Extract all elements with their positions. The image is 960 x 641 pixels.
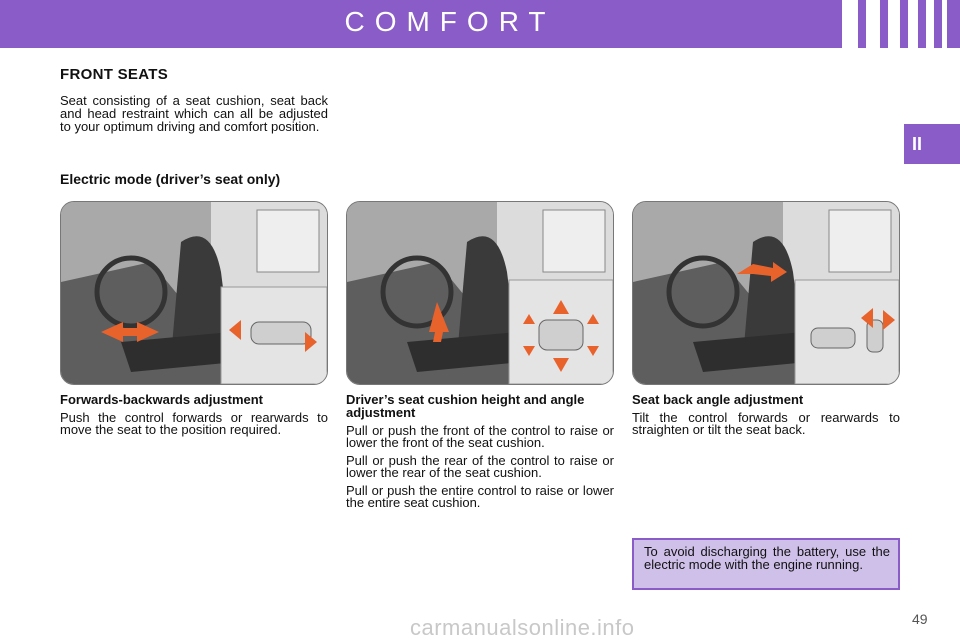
column-cushion-height [346,393,614,515]
figure-forwards-backwards [60,201,328,385]
battery-note: To avoid discharging the battery, use the electric mode with the engine running. [632,538,900,590]
column-forwards-backwards [60,393,328,442]
header-stripe [942,0,947,48]
page-number: 49 [912,611,928,627]
seat-forwards-backwards-illustration [61,202,327,384]
subsection-title: Electric mode (driver’s seat only) [60,171,281,187]
column-heading: Driver’s seat cushion height and angle adjustment [346,392,585,420]
header-title: COMFORT [344,6,556,37]
column-paragraph: Tilt the control forwards or rearwards to straighten or tilt the seat back. [632,410,900,437]
seat-cushion-height-illustration [347,202,613,384]
header-stripe [908,0,918,48]
column-heading: Seat back angle adjustment [632,392,804,407]
header-stripe [926,0,934,48]
page-header [0,0,960,48]
figure-cushion-height [346,201,614,385]
chapter-tab[interactable]: II [904,124,960,164]
section-title: FRONT SEATS [60,66,169,83]
column-seat-back-angle [632,393,900,442]
column-paragraph: Pull or push the front of the control to raise or lower the front of the seat cushion. [346,423,614,450]
watermark: carmanualsonline.info [410,615,635,640]
header-stripe [842,0,858,48]
figure-seat-back-angle [632,201,900,385]
intro-paragraph: Seat consisting of a seat cushion, seat back and head restraint which can all be adjusted to your optimum driving and comfort position. [60,93,328,134]
header-stripe [888,0,900,48]
header-stripe [866,0,880,48]
column-paragraph: Pull or push the rear of the control to raise or lower the rear of the seat cushion. [346,453,614,480]
column-paragraph: Pull or push the entire control to raise or lower the entire seat cushion. [346,483,614,510]
seat-back-angle-illustration [633,202,899,384]
column-heading: Forwards-backwards adjustment [60,392,263,407]
column-paragraph: Push the control forwards or rearwards to move the seat to the position required. [60,410,328,437]
